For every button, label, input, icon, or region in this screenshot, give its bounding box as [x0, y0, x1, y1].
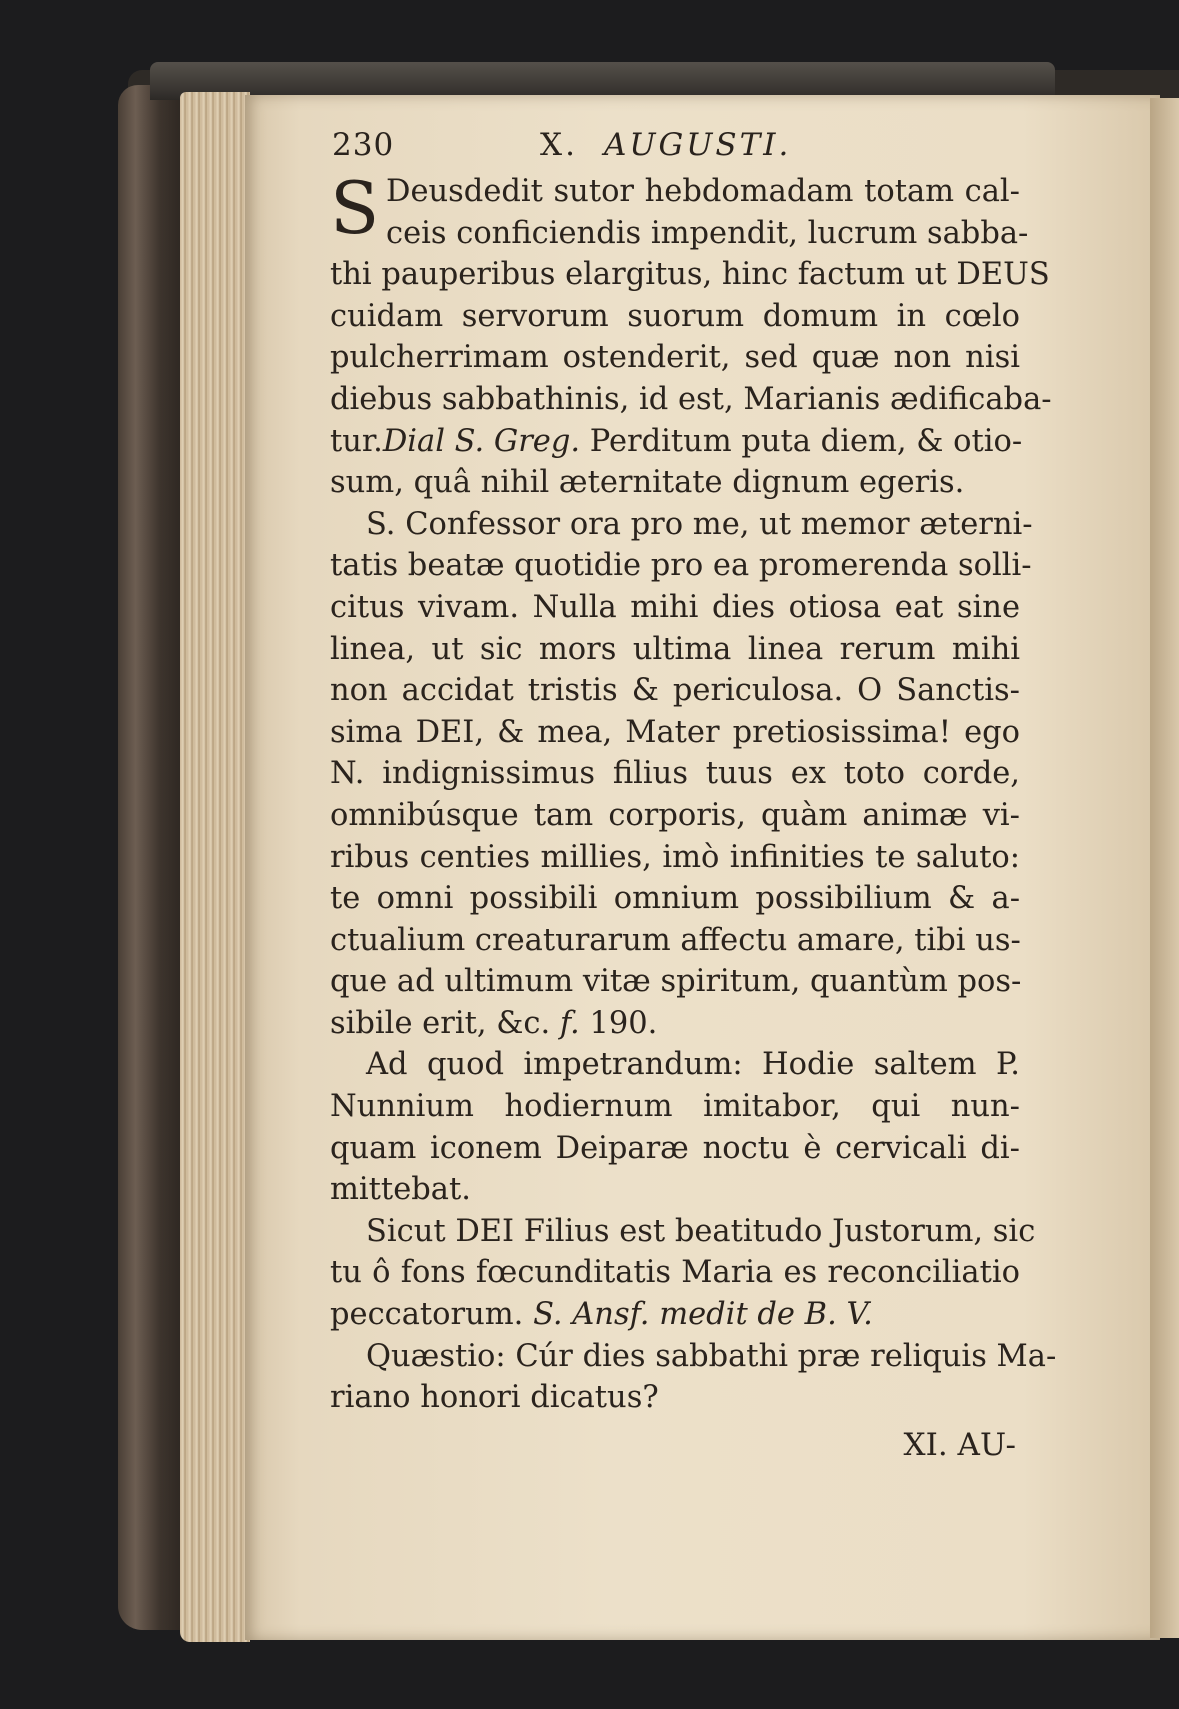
running-head-title: AUGUSTI.	[603, 127, 792, 163]
text-line: sum, quâ nihil æternitate dignum egeris.	[330, 465, 965, 501]
text-line: tur.Dial S. Greg. Perditum puta diem, & otio-	[330, 423, 1023, 459]
page-text	[330, 125, 1057, 1466]
citation: S. Ansf. medit de B. V.	[533, 1297, 873, 1333]
page-header	[330, 125, 1020, 171]
text-line: citus vivam. Nulla mihi dies otiosa eat sine	[330, 589, 1020, 625]
text-line: S. Confessor ora pro me, ut memor æterni-	[366, 506, 1033, 542]
text-line: tu ô fons fœcunditatis Maria es reconciliatio	[330, 1255, 1020, 1291]
citation: Dial S. Greg.	[382, 423, 581, 459]
text-line: Sicut DEI Filius est beatitudo Justorum, sic	[366, 1213, 1036, 1249]
running-head-numeral: X.	[540, 127, 578, 163]
text-line: cuidam servorum suorum domum in cœlo	[330, 298, 1020, 334]
text-line: peccatorum. S. Ansf. medit de B. V.	[330, 1297, 873, 1333]
text-line: sima DEI, & mea, Mater pretiosissima! ego	[330, 714, 1020, 750]
page-stack-edges	[180, 92, 250, 1642]
text-line: sibile erit, &c. f. 190.	[330, 1005, 658, 1041]
text-line: pulcherrimam ostenderit, sed quæ non nisi	[330, 340, 1020, 376]
book-spine	[118, 85, 188, 1630]
text-line: Quæstio: Cúr dies sabbathi præ reliquis Ma-	[366, 1338, 1057, 1374]
text-line: quam iconem Deiparæ noctu è cervicali di-	[330, 1130, 1020, 1166]
text-line: mittebat.	[330, 1172, 471, 1208]
facing-page-edge	[1150, 98, 1179, 1638]
text-line: Nunnium hodiernum imitabor, qui nun-	[330, 1089, 1020, 1125]
text-line: Ad quod impetrandum: Hodie saltem P.	[366, 1047, 1020, 1083]
text-line: thi pauperibus elargitus, hinc factum ut DEUS	[330, 257, 1050, 293]
text-line: que ad ultimum vitæ spiritum, quantùm pos-	[330, 964, 1022, 1000]
catchword: XI. AU-	[903, 1426, 1016, 1463]
text-line: ribus centies millies, imò infinities te saluto:	[330, 839, 1020, 875]
drop-cap: S	[330, 166, 380, 250]
text-line: omnibúsque tam corporis, quàm animæ vi-	[330, 797, 1020, 833]
text-line: ceis conficiendis impendit, lucrum sabba-	[386, 215, 1029, 251]
text-line: tatis beatæ quotidie pro ea promerenda solli-	[330, 548, 1032, 584]
text-line: riano honori dicatus?	[330, 1380, 659, 1416]
text-line: te omni possibili omnium possibilium & a-	[330, 881, 1020, 917]
running-head	[540, 125, 791, 167]
text-line: ctualium creaturarum affectu amare, tibi us-	[330, 922, 1021, 958]
text-line: linea, ut sic mors ultima linea rerum mihi	[330, 631, 1020, 667]
text-line: S Deusdedit sutor hebdomadam totam cal-	[330, 166, 1020, 250]
text-line: diebus sabbathinis, id est, Marianis ædificaba-	[330, 381, 1052, 417]
text-line: N. indignissimus filius tuus ex toto corde,	[330, 756, 1020, 792]
text-line: non accidat tristis & periculosa. O Sanctis-	[330, 673, 1020, 709]
page-number: 230	[332, 127, 395, 163]
